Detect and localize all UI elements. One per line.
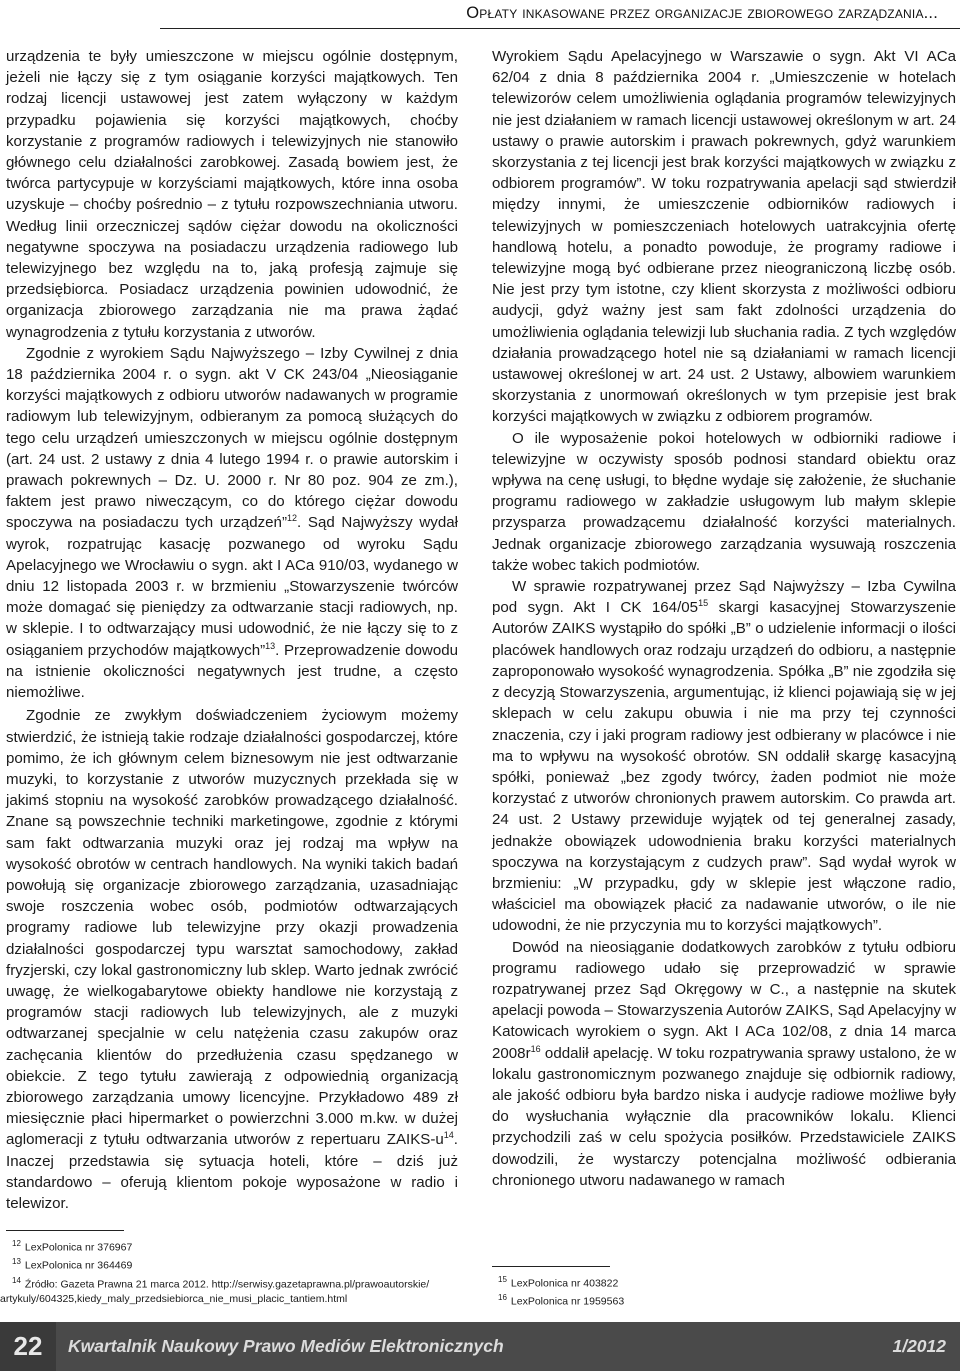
footnote-text: LexPolonica nr 364469 <box>24 1259 133 1272</box>
footnote-text: Źródło: Gazeta Prawna 21 marca 2012. http://serwisy.gazetaprawna.pl/prawoautorskie/ <box>24 1278 430 1291</box>
footnote <box>6 1237 476 1255</box>
journal-name: Kwartalnik Naukowy Prawo Mediów Elektronicznych <box>68 1336 504 1356</box>
footnote <box>492 1291 952 1309</box>
issue-number: 1/2012 <box>892 1336 946 1356</box>
paragraph-text: W sprawie rozpatrywanej przez Sąd Najwyższy – Izba Cywilna pod sygn. Akt I CK 164/05 <box>492 578 956 617</box>
footnote-continuation: artykuly/604325,kiedy_maly_przedsiebiorca_nie_musi_placic_tantiem.html <box>0 1292 348 1305</box>
paragraph-text: skargi kasacyjnej Stowarzyszenie Autorów ZAIKS wystąpiło do spółki „B” o udzielenie informacji o ilości placówek handlowych oraz rodzaju urządzeń do odbioru, a następnie zaproponowało wysokość wynagrodzenia. Spółka „B” nie zgodziła się z decyzją Stowarzyszenia, argumentując, iż klienci pojawiają się w jej sklepach w celu zakupu obuwia i nie ma przy tej czynności znaczenia, czy i jaki program radiowy jest odbierany w placówce i nie ma to wpływu na wysokość obrotów. SN oddalił skargę kasacyjną spółki, ponieważ „bez zgody twórcy, żaden podmiot nie może korzystać z utworów chronionych prawem autorskim. Co prawda art. 24 ust. 2 Ustawy przewiduje wyjątek od tej generalnej zasady, jednakże obowiązek udowodnienia braku korzyści materialnych spoczywa na korzystającym z cudzych praw”. Sąd wydał wyrok w brzmieniu: „W przypadku, gdy w sklepie jest włączone radio, właściciel ma obowiązek płacić za nadawanie utworów, o ile nie udowodni, że nie przyczynia mu to korzyści majątkowych”. <box>492 599 957 935</box>
right-column <box>492 46 956 1191</box>
left-column <box>6 46 458 1214</box>
footnote-text: LexPolonica nr 376967 <box>24 1241 133 1254</box>
footnote-number: 15 <box>498 1275 507 1284</box>
paragraph <box>492 576 956 936</box>
footnote-ref: 12 <box>286 513 297 524</box>
footnote-number: 13 <box>12 1257 21 1267</box>
paragraph-text: Zgodnie z wyrokiem Sądu Najwyższego – Izby Cywilnej z dnia 18 października 2004 r. o sygn. akt V CK 243/04 „Nieosiąganie korzyści majątkowych z odbioru utworów nadawanych w programie radiowym lub telewizyjnym, odbieranym za pomocą służących do tego celu urządzeń umieszczonych w miejscu ogólnie dostępnym (art. 24 ust. 2 ustawy z dnia 4 lutego 1994 r. o prawie autorskim i prawach pokrewnych – Dz. U. 2000 r. Nr 80 poz. 904 ze zm.), faktem jest prawo niweczącym, co do którego ciężar dowodu spoczywa na posiadaczu tych urządzeń” <box>6 344 458 532</box>
header-rule <box>160 28 960 29</box>
paragraph-text: Dowód na nieosiąganie dodatkowych zarobków z tytułu odbioru programu radiowego udało się przeprowadzić w sprawie rozpatrywanej przez Sąd Okręgowy w C., a następnie na skutek apelacji powoda – Stowarzyszenia Autorów ZAIKS, Sąd Apelacyjny w Katowicach wyrokiem o sygn. Akt I ACa 102/08, z dnia 14 marca 2008r <box>492 938 956 1062</box>
footnote <box>492 1273 952 1291</box>
paragraph <box>492 937 956 1191</box>
page-number: 22 <box>0 1322 56 1371</box>
page-footer <box>0 1322 960 1371</box>
footnote-ref: 13 <box>265 640 276 651</box>
footnote-text: LexPolonica nr 403822 <box>510 1277 619 1290</box>
paragraph-text: . Przeprowadzenie dowodu na istnienie okoliczności negatywnych jest trudne, a często niemożliwe. <box>6 641 459 702</box>
paragraph <box>6 343 458 703</box>
paragraph-text: Zgodnie ze zwykłym doświadczeniem życiowym możemy stwierdzić, że istnieją takie rodzaje działalności gospodarczej, które pomimo, że ich głównym celem biznesowym nie jest odtwarzanie muzyki, to korzystanie z utworów muzycznych przekłada się w jakimś stopniu na wysokość zarobków prowadzącego działalność. Znane są powszechnie techniki marketingowe, zgodnie z którymi sam fakt odtwarzania muzyki oraz jej rodzaj ma wpływ na wysokość obrotów w centrach handlowych. Na wyniki takich badań powołują się organizacje zbiorowego zarządzania, uzasadniając swoje roszczenia wobec osób, podmiotów odtwarzających programy radiowe lub telewizyjne przy okazji prowadzenia działalności gospodarczej typu warsztat samochodowy, zakład fryzjerski, czy lokal gastronomiczny lub sklep. Warto jednak zwrócić uwagę, że wielkogabarytowe obiekty handlowe nie korzystają z programów stacji radiowych lub telewizyjnych, ale z muzyki odtwarzanej specjalnie w celu natężenia czasu zakupów oraz zachęcania klientów do przedłużenia czasu spędzanego w obiekcie. Z tego tytułu zawierają z odpowiednią organizacją zbiorowego zarządzania umowy licencyjne. Przykładowo 489 zł miesięcznie płaci hipermarket o powierzchni 3.000 m.kw. w dużej aglomeracji z tytułu odtwarzania utworów z repertuaru ZAIKS-u <box>6 707 458 1149</box>
paragraph-text: . Sąd Najwyższy wydał wyrok, rozpatrując kasację pozwanego od wyroku Sądu Apelacyjnego we Wrocławiu o sygn. akt I ACa 910/03, wydanego w dniu 12 listopada 2003 r. w brzmieniu „Stowarzyszenie twórców może domagać się pieniędzy za odtwarzanie stacji radiowych, np. w sklepie. I to odtwarzający musi udowodnić, że nie łączy się to z osiąganiem przychodów majątkowych” <box>6 514 458 659</box>
running-title: Opłaty inkasowane przez organizacje zbiorowego zarządzania... <box>466 4 938 22</box>
footnote <box>6 1274 476 1292</box>
paragraph <box>6 705 458 1214</box>
footnote-number: 16 <box>498 1293 507 1303</box>
footnote-text: LexPolonica nr 1959563 <box>510 1295 625 1308</box>
footnotes-right <box>492 1266 952 1310</box>
footnote <box>6 1255 476 1273</box>
running-header <box>0 0 960 36</box>
footnote-rule <box>492 1266 610 1267</box>
footnotes-left <box>0 1230 476 1307</box>
paragraph-text: oddalił apelację. W toku rozpatrywania sprawy ustalono, że w lokalu gastronomicznym pozwanego znajduje się odbiornik radiowy, ale jakość odbioru była bardzo niska i audycje radiowe możliwe były do wysłuchania wyłącznie dla pracowników lokalu. Klienci przychodzili zaś w celu spożycia posiłków. Przedstawiciele ZAIKS dowodzili, że wystarczy potencjalna możliwość odbierania chronionego utworu nadawanego w ramach <box>492 1044 956 1189</box>
footnote-ref: 16 <box>530 1043 541 1054</box>
paragraph-text: . Inaczej przedstawia się sytuacja hoteli, które – dziś już standardowo – oferują klientom pokoje wyposażone w radio i telewizor. <box>6 1131 458 1212</box>
paragraph: urządzenia te były umieszczone w miejscu ogólnie dostępnym, jeżeli nie łączy się z tym osiąganie korzyści majątkowych. Ten rodzaj licencji ustawowej jest zatem wyłączony w każdym przypadku pojawienia się korzyści majątkowych, choćby korzystanie z programów radiowych i telewizyjnych nie stanowiło głównego celu działalności zarobkowej. Zasadą bowiem jest, że twórca partycypuje w korzyściami majątkowych, które inna osoba uzyskuje – choćby pośrednio – z tytułu rozpowszechniania utworu. Według linii orzeczniczej sądów ciężar dowodu na okoliczności negatywne spoczywa na posiadaczu urządzenia radiowego lub telewizyjnego bez względu na to, jaką profesją zajmuje się przedsiębiorca. Posiadacz urządzenia powinien udowodnić, że organizacja zbiorowego zarządzania nie ma prawa żądać wynagrodzenia z tytułu korzystania z utworów. <box>6 48 458 341</box>
footnote-number: 12 <box>12 1239 21 1248</box>
footnote-rule <box>6 1230 124 1231</box>
footnote-ref: 15 <box>698 598 709 609</box>
footnote-number: 14 <box>12 1275 21 1285</box>
paragraph: O ile wyposażenie pokoi hotelowych w odbiorniki radiowe i telewizyjne w oczywisty sposób podnosi standard obiektu oraz wpływa na cenę usługi, to błędne wydaje się założenie, że słuchanie programu radiowego w zakładzie usługowym lub małym sklepie przysparza prowadzącemu działalność korzyści materialnych. Jednak organizacje zbiorowego zarządzania wysuwają roszczenia także wobec takich podmiotów. <box>492 429 956 574</box>
paragraph: Wyrokiem Sądu Apelacyjnego w Warszawie o sygn. Akt VI ACa 62/04 z dnia 8 października 2004 r. „Umieszczenie w hotelach telewizorów celem umożliwienia oglądania programów telewizyjnych nie jest działaniem w ramach licencji ustawowej określonym w art. 24 ustawy o prawie autorskim i prawach pokrewnych, gdyż warunkiem skorzystania z tej licencji jest brak korzyści majątkowych w związku z odbiorem programów”. W toku rozpatrywania apelacji sąd stwierdził między innymi, że umieszczenie odbiorników radiowych i telewizyjnych w pomieszczeniach hotelowych uatrakcyjnia ofertę handlową hotelu, a ponadto powoduje, że programy radiowe i telewizyjne mogą być odbierane przez nieograniczoną liczbę osób. Nie jest przy tym istotne, czy klient skorzysta z możliwości odbioru audycji, gdyż ważny jest sam fakt zdolności urządzenia do umożliwienia oglądania telewizji lub słuchania radia. Z tych względów działania prowadzącego hotel nie są działaniami w ramach licencji ustawowej określonej w art. 24 ust. 2 Ustawy, albowiem warunkiem skorzystania z unormowań określonych w tym przepisie jest brak korzyści majątkowych w związku z odbiorem programów. <box>492 48 956 426</box>
footnote-ref: 14 <box>443 1130 454 1141</box>
